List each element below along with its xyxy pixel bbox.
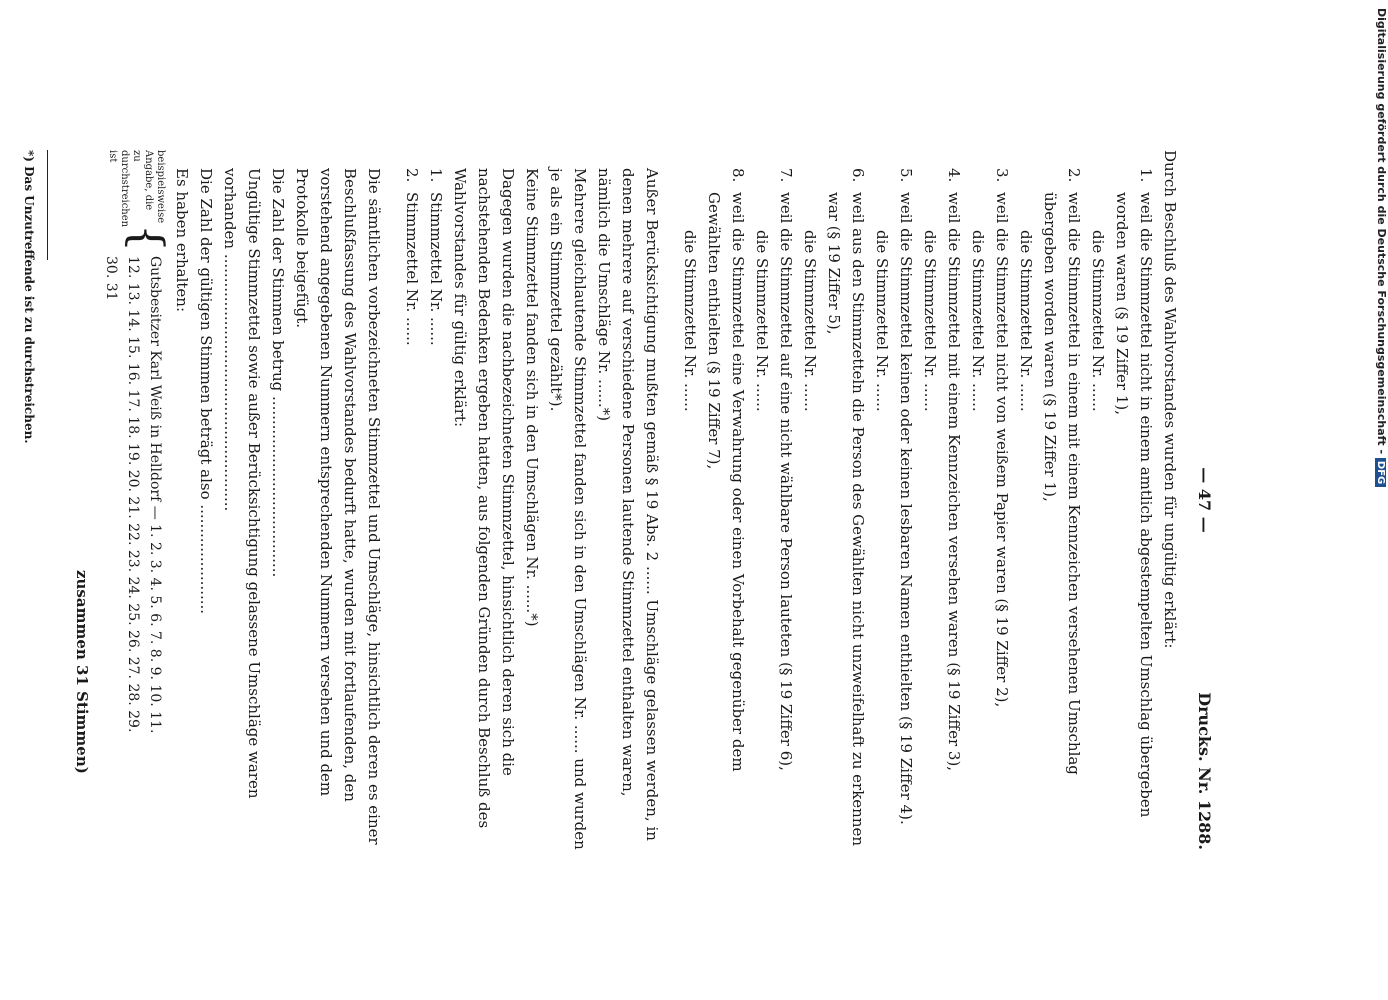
item-sub: die Stimmzettel Nr. ......: [1017, 230, 1035, 412]
item-text: Stimmzettel Nr. ......: [427, 192, 445, 346]
item-sub: die Stimmzettel Nr. ......: [681, 230, 699, 412]
votes-line: Gutsbesitzer Karl Weiß in Helldorf — 1. 2. 3. 4. 5. 6. 7. 8. 9. 10. 11.: [147, 256, 163, 734]
item-text: Stimmzettel Nr. ......: [403, 192, 421, 346]
item-number: 6.: [849, 168, 867, 183]
footnote: *) Das Unzutreffende ist zu durchstreichen.: [22, 150, 36, 444]
item-number: 2.: [1065, 168, 1083, 183]
item-text: weil die Stimmzettel mit einem Kennzeichen versehen waren (§ 19 Ziffer 3),: [945, 192, 963, 772]
list-item: [1038, 150, 1086, 850]
valid-list-item: [400, 150, 424, 850]
ungueltige-line: Ungültige Stimmzettel sowie außer Berücksichtigung gelassene Umschläge waren vorhanden ......................................................: [221, 168, 263, 799]
digitization-credit: [1375, 8, 1388, 491]
item-number: 1.: [427, 168, 445, 183]
example-label: beispielsweise Angabe, die zu durchstreichen ist: [107, 150, 166, 228]
item-sub: die Stimmzettel Nr. ......: [801, 230, 819, 412]
zusammen-line: zusammen 31 Stimmen): [73, 570, 91, 774]
list-item: [702, 150, 750, 850]
item-sub: die Stimmzettel Nr. ......: [969, 230, 987, 412]
item-number: 7.: [777, 168, 795, 183]
rotated-document-page: [22, 150, 1216, 850]
page-header: [1182, 150, 1216, 850]
item-sub: die Stimmzettel Nr. ......: [921, 230, 939, 412]
list-item: [894, 150, 918, 850]
page-number: — 47 —: [1195, 467, 1214, 533]
credit-text: Digitalisierung gefördert durch die Deutsche Forschungsgemeinschaft -: [1375, 8, 1388, 455]
item-sub: die Stimmzettel Nr. ......: [753, 230, 771, 412]
invalid-reasons-list: [678, 150, 1158, 850]
list-item: [1110, 150, 1158, 850]
paragraph-saemtliche: Die sämtlichen vorbezeichneten Stimmzettel und Umschläge, hinsichtlich deren es einer Beschlußfassung des Wahlvorstandes bedurft hatte, wurden mit fortlaufenden, den vorstehend angegebenen Nummern entsprechenden Nummern versehen und dem Protokolle beigefügt.: [293, 168, 383, 845]
item-text: weil die Stimmzettel nicht von weißem Papier waren (§ 19 Ziffer 2),: [993, 192, 1011, 708]
list-item: [942, 150, 966, 850]
footnote-rule: [47, 150, 48, 260]
valid-list-item: [424, 150, 448, 850]
brace-glyph: {: [121, 224, 172, 252]
item-number: 2.: [403, 168, 421, 183]
item-sub: die Stimmzettel Nr. ......: [1089, 230, 1107, 412]
item-number: 4.: [945, 168, 963, 183]
list-item: [774, 150, 798, 850]
item-text: weil die Stimmzettel auf eine nicht wählbare Person lauteten (§ 19 Ziffer 6),: [777, 192, 795, 771]
votes-line: 12. 13. 14. 15. 16. 17. 18. 19. 20. 21. 22. 23. 24. 25. 26. 27. 28. 29.: [125, 256, 141, 733]
zahl-stimmen-line: Die Zahl der Stimmen betrug ......................................: [269, 168, 287, 578]
item-number: 1.: [1137, 168, 1155, 183]
item-text: weil die Stimmzettel nicht in einem amtlich abgestempelten Umschlag übergeben worden waren (§ 19 Ziffer 1),: [1113, 192, 1155, 818]
dfg-logo: DFG: [1375, 458, 1386, 487]
item-number: 3.: [993, 168, 1011, 183]
drucksache-number: Drucks. Nr. 1288.: [1195, 692, 1214, 850]
item-number: 5.: [897, 168, 915, 183]
item-sub: die Stimmzettel Nr. ......: [873, 230, 891, 412]
votes-line: 30. 31: [103, 256, 119, 301]
paragraph-ausser: Außer Berücksichtigung mußten gemäß § 19 Abs. 2 ...... Umschläge gelassen werden, in denen mehrere auf verschiedene Personen lautende Stimmzettel enthalten waren, nämlich die Umschläge Nr. ......*): [595, 168, 661, 841]
item-text: weil aus den Stimmzetteln die Person des Gewählten nicht unzweifelhaft zu erkennen war (§ 19 Ziffer 5),: [825, 192, 867, 847]
item-text: weil die Stimmzettel in einem mit einem Kennzeichen versehenen Umschlag übergeben worden waren (§ 19 Ziffer 1),: [1041, 192, 1083, 775]
paragraph-dagegen: Dagegen wurden die nachbezeichneten Stimmzettel, hinsichtlich deren sich die nachstehenden Bedenken ergeben hatten, aus folgenden Gründen durch Beschluß des Wahlvorstandes für gültig erklärt:: [451, 168, 517, 829]
item-text: weil die Stimmzettel eine Verwahrung oder einen Vorbehalt gegenüber dem Gewählten enthielten (§ 19 Ziffer 7),: [705, 192, 747, 772]
paragraph-mehrere: Mehrere gleichlautende Stimmzettel fanden sich in den Umschlägen Nr. ...... und wurden je als ein Stimmzettel gezählt*).: [547, 168, 589, 850]
gueltige-line: Die Zahl der gültigen Stimmen beträgt also .......................: [197, 168, 215, 615]
list-item: [990, 150, 1014, 850]
intro-text: Durch Beschluß des Wahlvorstandes wurden für ungültig erklärt:: [1161, 150, 1179, 649]
item-text: weil die Stimmzettel keinen oder keinen lesbaren Namen enthielten (§ 19 Ziffer 4).: [897, 192, 915, 825]
item-number: 8.: [729, 168, 747, 183]
es-haben-line: Es haben erhalten:: [173, 168, 191, 312]
votes-example: [100, 150, 172, 850]
list-item: [822, 150, 870, 850]
paragraph-keine: Keine Stimmzettel fanden sich in den Umschlägen Nr. ......*): [523, 168, 541, 627]
